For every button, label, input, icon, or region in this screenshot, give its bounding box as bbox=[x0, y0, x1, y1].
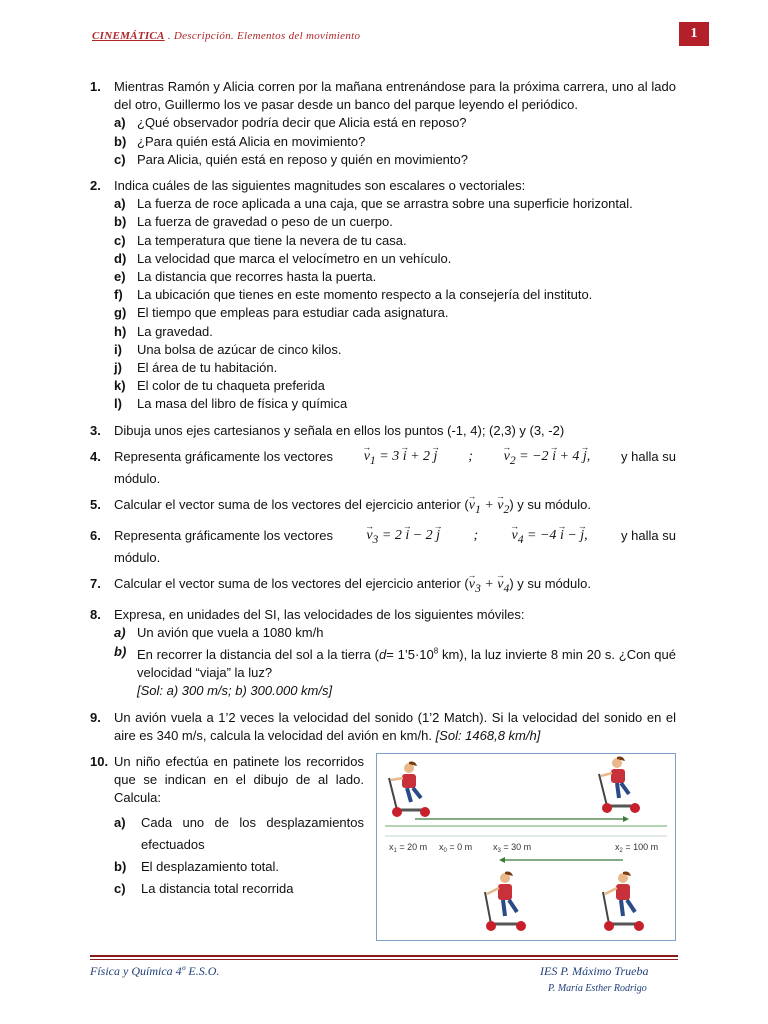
exercise-8 bbox=[90, 606, 676, 700]
exercise-number: 3. bbox=[90, 422, 101, 438]
exercise-item bbox=[114, 304, 676, 322]
exercise-text: Calcular el vector suma de los vectores del ejercicio anterior (→ $v_1$ + → $v_2$) y su módulo. bbox=[114, 496, 676, 519]
exercise-4 bbox=[90, 448, 676, 488]
x1-label: $x_1 = 20$ m bbox=[389, 842, 428, 855]
exercise-item bbox=[114, 232, 676, 250]
separator: ; bbox=[473, 528, 479, 544]
item-letter: j) bbox=[114, 360, 122, 376]
item-text: La velocidad que marca el velocímetro en un vehículo. bbox=[137, 250, 452, 266]
item-text: La gravedad. bbox=[137, 323, 213, 339]
item-text: La masa del libro de física y química bbox=[137, 396, 348, 412]
footer-school: IES P. Máximo Trueba bbox=[540, 964, 649, 978]
exercise-text: Dibuja unos ejes cartesianos y señala en ellos los puntos (-1, 4); (2,3) y (3, -2) bbox=[114, 422, 565, 438]
exercise-solution: [Sol: a) 300 m/s; b) 300.000 km/s] bbox=[137, 683, 333, 699]
kid-on-scooter-icon bbox=[485, 872, 526, 932]
exercise-lead: Representa gráficamente los vectores bbox=[114, 528, 333, 544]
exercise-2 bbox=[90, 177, 676, 414]
vector-v2-formula: → $v_2 = -2 \to i + 4 \to j$, bbox=[504, 448, 591, 470]
item-letter: f) bbox=[114, 287, 123, 303]
item-text: El color de tu chaqueta preferida bbox=[137, 378, 325, 394]
exercise-item bbox=[114, 856, 364, 878]
exercise-text: Expresa, en unidades del SI, las velocidades de los siguientes móviles: bbox=[114, 607, 525, 623]
x0-label: $x_0 = 0$ m bbox=[439, 842, 473, 855]
header-subtitle: . Descripción. Elementos del movimiento bbox=[164, 30, 361, 42]
exercise-item bbox=[114, 268, 676, 286]
header-title: CINEMÁTICA bbox=[92, 30, 165, 42]
kid-on-scooter-icon bbox=[603, 872, 644, 932]
exercise-text: Un niño efectúa en patinete los recorridos que se indican en el dibujo de al lado. Calcula: bbox=[114, 754, 364, 806]
item-text: Una bolsa de azúcar de cinco kilos. bbox=[137, 341, 342, 357]
item-text: La fuerza de gravedad o peso de un cuerpo. bbox=[137, 214, 393, 230]
footer-author: P. María Esther Rodrigo bbox=[548, 983, 647, 994]
item-text: El área de tu habitación. bbox=[137, 360, 278, 376]
exercise-10 bbox=[90, 753, 676, 941]
item-text: La ubicación que tienes en este momento respecto a la consejería del instituto. bbox=[137, 287, 593, 303]
vector-v4-formula: → $v_4 = -4 \to i$ − → j, bbox=[511, 527, 587, 549]
footer-course: Física y Química 4º E.S.O. bbox=[90, 964, 220, 978]
scooter-displacement-figure bbox=[376, 753, 676, 941]
item-text: ¿Para quién está Alicia en movimiento? bbox=[137, 133, 366, 149]
exercise-number: 6. bbox=[90, 528, 101, 544]
page-header bbox=[92, 30, 360, 42]
exercise-item bbox=[114, 643, 676, 683]
exercise-trail: y halla su bbox=[621, 448, 676, 464]
exercise-item bbox=[114, 341, 676, 359]
exercise-item bbox=[114, 286, 676, 304]
exercise-item bbox=[114, 114, 676, 132]
item-text: Un avión que vuela a 1080 km/h bbox=[137, 625, 324, 641]
exercise-item bbox=[114, 195, 676, 213]
exercise-item bbox=[114, 323, 676, 341]
item-letter: c) bbox=[114, 151, 126, 167]
exercise-lead: Representa gráficamente los vectores bbox=[114, 448, 333, 464]
kid-on-scooter-icon bbox=[389, 762, 430, 818]
exercise-item bbox=[114, 812, 364, 856]
exercise-item bbox=[114, 213, 676, 231]
exercise-number: 10. bbox=[90, 754, 109, 770]
item-letter: e) bbox=[114, 269, 126, 285]
item-letter: d) bbox=[114, 250, 127, 266]
item-letter: b) bbox=[114, 133, 127, 149]
exercise-trail: y halla su bbox=[621, 528, 676, 544]
item-text: Para Alicia, quién está en reposo y quién en movimiento? bbox=[137, 151, 468, 167]
item-text: La distancia total recorrida bbox=[141, 880, 294, 896]
item-letter: a) bbox=[114, 814, 126, 830]
item-letter: b) bbox=[114, 858, 127, 874]
item-letter: b) bbox=[114, 643, 127, 659]
vector-v3-formula: → $v_3 = 2 \to i - 2 \to j$ bbox=[366, 527, 440, 549]
exercise-6 bbox=[90, 527, 676, 567]
exercise-item bbox=[114, 878, 364, 900]
exercise-item bbox=[114, 133, 676, 151]
item-letter: a) bbox=[114, 115, 126, 131]
vector-v1-formula: → $v_1 = 3 \to i + 2 \to j$ bbox=[364, 448, 438, 470]
item-text: ¿Qué observador podría decir que Alicia está en reposo? bbox=[137, 115, 467, 131]
item-letter: l) bbox=[114, 396, 122, 412]
item-text: La distancia que recorres hasta la puerta. bbox=[137, 269, 377, 285]
separator: ; bbox=[468, 448, 473, 464]
scooter-diagram bbox=[377, 754, 675, 940]
item-letter: a) bbox=[114, 196, 126, 212]
item-letter: c) bbox=[114, 232, 126, 248]
exercise-1 bbox=[90, 78, 676, 169]
exercise-text: Un avión vuela a 1’2 veces la velocidad del sonido (1’2 Match). Si la velocidad del sonido en el aire es 340 m/s, calcula la velocidad del avión en km/h. [Sol: 1468,8 km/h] bbox=[114, 709, 676, 743]
exercise-text-line2: módulo. bbox=[114, 550, 161, 566]
exercise-number: 2. bbox=[90, 178, 101, 194]
item-letter: c) bbox=[114, 880, 126, 896]
exercise-item bbox=[114, 395, 676, 413]
exercise-text-line2: módulo. bbox=[114, 470, 161, 486]
item-letter: k) bbox=[114, 378, 126, 394]
item-text: En recorrer la distancia del sol a la tierra ($d= 1’5\cdot 10^8$ km), la luz invierte 8 min 20 s. ¿Con qué velocidad “viaja” la luz? bbox=[137, 646, 676, 681]
item-letter: b) bbox=[114, 214, 127, 230]
item-text: El tiempo que empleas para estudiar cada asignatura. bbox=[137, 305, 449, 321]
exercise-text: Indica cuáles de las siguientes magnitudes son escalares o vectoriales: bbox=[114, 178, 526, 194]
x2-label: $x_2 = 100$ m bbox=[615, 842, 659, 855]
item-letter: g) bbox=[114, 305, 127, 321]
item-text: Cada uno de los desplazamientos efectuados bbox=[141, 814, 364, 852]
item-text: La fuerza de roce aplicada a una caja, que se arrastra sobre una superficie horizontal. bbox=[137, 196, 633, 212]
exercise-item bbox=[114, 359, 676, 377]
exercise-number: 7. bbox=[90, 576, 101, 592]
exercise-number: 1. bbox=[90, 79, 101, 94]
item-letter: a) bbox=[114, 625, 126, 641]
exercise-item bbox=[114, 624, 676, 642]
item-text: El desplazamiento total. bbox=[141, 858, 280, 874]
exercise-7 bbox=[90, 575, 676, 598]
exercise-number: 4. bbox=[90, 448, 101, 464]
exercise-text: Mientras Ramón y Alicia corren por la mañana entrenándose para la próxima carrera, uno al lado del otro, Guillermo los ve pasar desde un banco del parque leyendo el periódico. bbox=[114, 79, 676, 113]
exercise-list bbox=[90, 78, 676, 949]
exercise-item bbox=[114, 250, 676, 268]
footer-divider bbox=[90, 959, 678, 960]
footer-divider bbox=[90, 955, 678, 957]
exercise-text bbox=[114, 527, 676, 549]
kid-on-scooter-icon bbox=[599, 757, 640, 814]
exercise-number: 9. bbox=[90, 709, 101, 725]
item-letter: h) bbox=[114, 323, 127, 339]
exercise-5 bbox=[90, 496, 676, 519]
x3-label: $x_3 = 30$ m bbox=[493, 842, 532, 855]
exercise-text: Calcular el vector suma de los vectores del ejercicio anterior (→ $v_3$ + → $v_4$) y su módulo. bbox=[114, 575, 676, 598]
page-number-badge: 1 bbox=[679, 22, 709, 46]
exercise-solution: [Sol: 1468,8 km/h] bbox=[435, 727, 541, 743]
exercise-item bbox=[114, 151, 676, 169]
exercise-item bbox=[114, 377, 676, 395]
item-letter: i) bbox=[114, 341, 122, 357]
exercise-text bbox=[114, 448, 676, 470]
item-text: La temperatura que tiene la nevera de tu casa. bbox=[137, 232, 407, 248]
exercise-number: 5. bbox=[90, 497, 101, 513]
exercise-number: 8. bbox=[90, 607, 101, 623]
exercise-9 bbox=[90, 709, 676, 745]
